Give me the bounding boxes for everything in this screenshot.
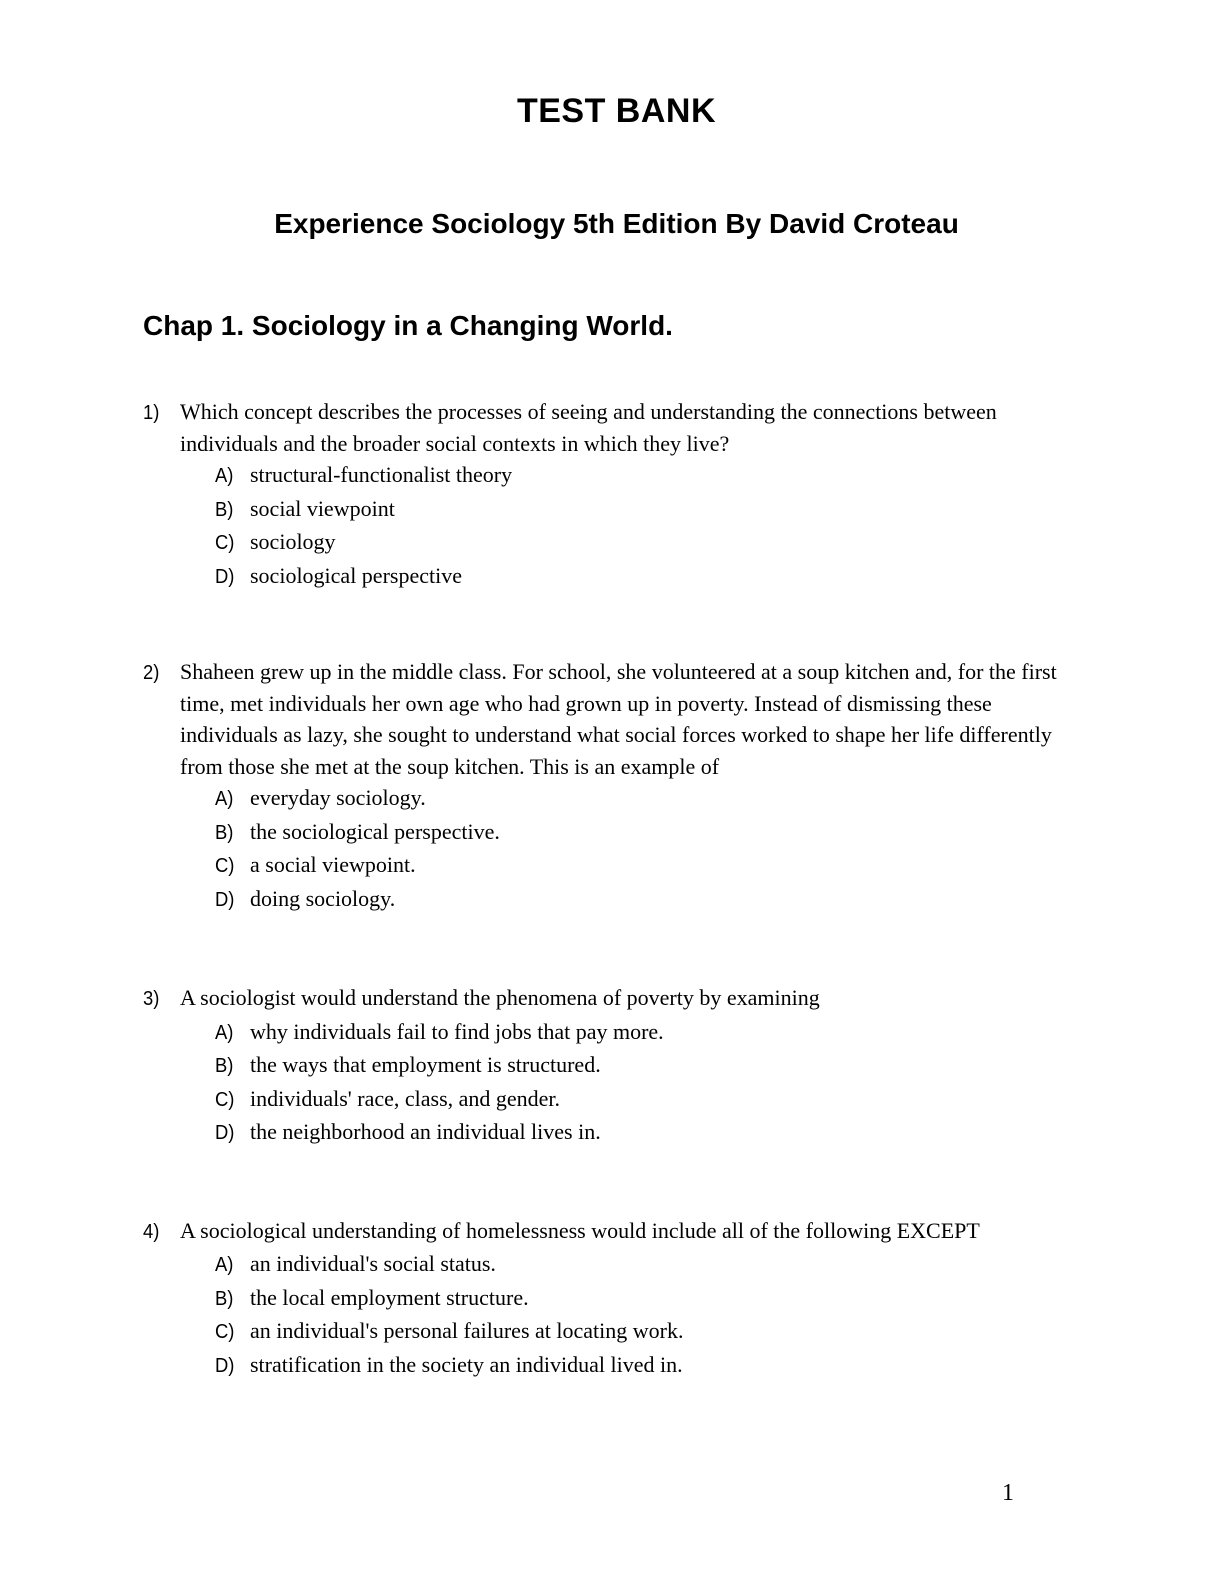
option-label: D): [215, 565, 235, 588]
question-2: [143, 656, 1090, 916]
question-3: [143, 982, 1090, 1150]
question-2-row: [143, 656, 1090, 782]
question-number: 4): [143, 1220, 160, 1243]
option-label: A): [215, 1021, 234, 1044]
option-text: an individual's social status.: [250, 1251, 496, 1276]
question-1: [143, 396, 1090, 593]
option-label: B): [215, 498, 234, 521]
option-label: A): [215, 788, 234, 810]
option-label: C): [215, 532, 235, 554]
option-text: the ways that employment is structured.: [250, 1052, 601, 1077]
option-row: [215, 1315, 1090, 1349]
option-text: social viewpoint: [250, 495, 395, 521]
option-row: [215, 1083, 1090, 1117]
option-row: [215, 1248, 1090, 1282]
question-text: A sociological understanding of homelessness would include all of the following EXCEPT: [180, 1217, 980, 1243]
option-label: B): [215, 821, 234, 844]
option-text: an individual's personal failures at locating work.: [250, 1318, 684, 1343]
option-text: stratification in the society an individual lived in.: [250, 1351, 683, 1377]
option-text: a social viewpoint.: [250, 852, 416, 877]
option-row: [215, 526, 1090, 560]
option-label: A): [215, 465, 234, 487]
option-row: [215, 493, 1090, 527]
option-row: [215, 560, 1090, 594]
option-row: [215, 1016, 1090, 1050]
question-text: Which concept describes the processes of seeing and understanding the connections between individuals and the broader social contexts in which they live?: [180, 399, 997, 456]
question-number: 2): [143, 662, 160, 684]
option-label: C): [215, 855, 235, 877]
question-3-row: [143, 982, 1090, 1016]
option-row: [215, 1349, 1090, 1383]
page-number: 1: [1002, 1480, 1014, 1506]
option-label: D): [215, 888, 235, 911]
question-1-row: [143, 396, 1090, 459]
option-text: the neighborhood an individual lives in.: [250, 1119, 601, 1144]
question-text: A sociologist would understand the phenomena of poverty by examining: [180, 985, 820, 1010]
document-title: TEST BANK: [516, 92, 717, 130]
option-label: A): [215, 1254, 234, 1276]
document-subtitle: Experience Sociology 5th Edition By David Croteau: [274, 208, 959, 239]
option-row: [215, 459, 1090, 493]
option-text: everyday sociology.: [250, 785, 426, 810]
question-text: Shaheen grew up in the middle class. For school, she volunteered at a soup kitchen and, for the first time, met individuals her own age who had grown up in poverty. Instead of dismissing these individuals as lazy, she sought to understand what social forces worked to shape her life differently from those she met at the soup kitchen. This is an example of: [180, 659, 1057, 779]
option-text: sociological perspective: [250, 562, 462, 588]
option-label: D): [215, 1122, 235, 1144]
option-row: [215, 849, 1090, 883]
option-row: [215, 816, 1090, 850]
option-row: [215, 1282, 1090, 1316]
option-label: B): [215, 1055, 234, 1077]
option-text: sociology: [250, 529, 336, 554]
document-content: [0, 90, 1224, 1382]
question-number: 1): [143, 402, 160, 424]
option-row: [215, 1116, 1090, 1150]
option-text: doing sociology.: [250, 885, 396, 911]
option-text: structural-functionalist theory: [250, 462, 513, 487]
option-text: the sociological perspective.: [250, 818, 500, 844]
question-number: 3): [143, 988, 160, 1010]
question-4-row: [143, 1215, 1090, 1249]
option-text: why individuals fail to find jobs that pay more.: [250, 1018, 664, 1044]
question-4: [143, 1215, 1090, 1383]
chapter-heading: Chap 1. Sociology in a Changing World.: [143, 310, 673, 341]
option-label: C): [215, 1088, 235, 1111]
option-row: [215, 1049, 1090, 1083]
option-row: [215, 782, 1090, 816]
option-label: D): [215, 1354, 235, 1377]
option-text: the local employment structure.: [250, 1284, 529, 1310]
option-row: [215, 883, 1090, 917]
option-text: individuals' race, class, and gender.: [250, 1085, 561, 1111]
option-label: C): [215, 1321, 235, 1343]
option-label: B): [215, 1287, 234, 1310]
